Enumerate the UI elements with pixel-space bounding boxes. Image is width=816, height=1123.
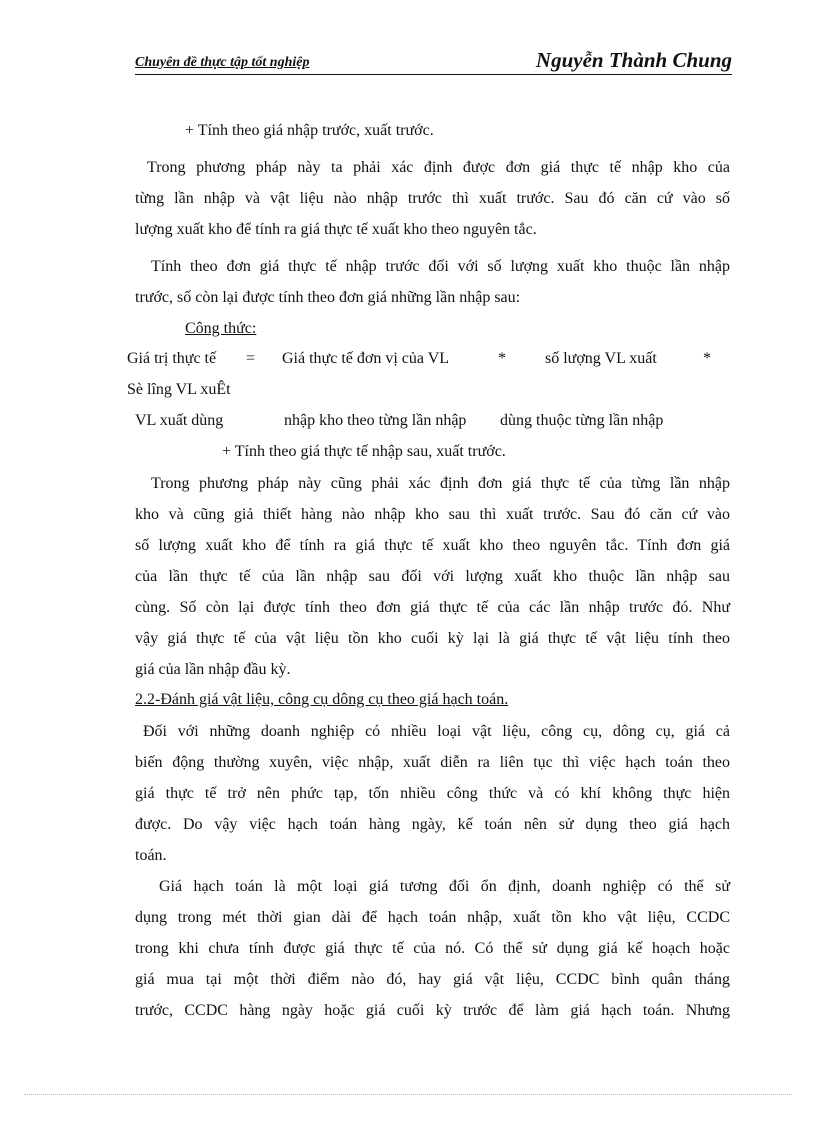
lifo-paragraph-line: kho và cũng giả thiết hàng nào nhập kho sau thì xuất trước. Sau đó căn cứ vào [135,506,730,523]
formula-unit-price: Giá thực tế đơn vị của VL [282,350,450,367]
section-paragraph-line: toán. [135,847,167,864]
formula-value-label: Giá trị thực tế [127,350,217,367]
lifo-method-title: + Tính theo giá thực tế nhập sau, xuất trước. [222,443,506,460]
formula-equals: = [246,350,256,367]
formula-per-batch-usage: dùng thuộc từng lần nhập [500,412,664,429]
formula-legacy-encoded-text: Sè lîng VL xuÊt [127,381,231,398]
formula-per-batch-receipt: nhập kho theo từng lần nhập [284,412,467,429]
section-heading: 2.2-Đánh giá vật liệu, công cụ dông cụ theo giá hạch toán. [135,691,509,708]
section-paragraph-line: trong khi chưa tính được giá thực tế của nó. Có thể sử dụng giá kế hoạch hoặc [135,940,730,957]
section-paragraph-line: biến động thường xuyên, việc nhập, xuất diễn ra liên tục thì việc hạch toán theo [135,754,730,771]
lifo-paragraph-line: giá của lần nhập đầu kỳ. [135,661,291,678]
section-paragraph-line: Đối với những doanh nghiệp có nhiều loại vật liệu, công cụ, dông cụ, giá cả [143,723,730,740]
header-author-name: Nguyễn Thành Chung [535,48,732,72]
section-paragraph-line: Giá hạch toán là một loại giá tương đối ổn định, doanh nghiệp có thể sử [159,878,730,895]
section-paragraph-line: dụng trong mét thời gian dài để hạch toán nhập, xuất tồn kho vật liệu, CCDC [135,909,730,926]
section-paragraph-line: giá mua tại một thời điểm nào đó, hay giá vật liệu, CCDC bình quân tháng [135,971,730,988]
fifo-paragraph-line: từng lần nhập và vật liệu nào nhập trước thì xuất trước. Sau đó căn cứ vào số [135,190,730,207]
formula-label: Công thức: [185,320,257,337]
fifo-paragraph-line: lượng xuất kho để tính ra giá thực tế xuất kho theo nguyên tắc. [135,221,537,238]
page-bottom-divider [24,1094,792,1095]
lifo-paragraph-line: của lần thực tế của lần nhập sau đối với lượng xuất kho thuộc lần nhập sau [135,568,730,585]
page-header [135,46,732,75]
lifo-paragraph-line: cùng. Số còn lại được tính theo đơn giá thực tế của các lần nhập trước đó. Như [135,599,730,616]
formula-material-used: VL xuất dùng [135,412,224,429]
lifo-paragraph-line: vậy giá thực tế của vật liệu tồn kho cuối kỳ lại là giá thực tế vật liệu tính theo [135,630,730,647]
formula-multiply: * [498,350,506,367]
section-paragraph-line: giá thực tế trở nên phức tạp, tốn nhiều công thức và có khí không thực hiện [135,785,730,802]
section-paragraph-line: trước, CCDC hàng ngày hoặc giá cuối kỳ trước để làm giá hạch toán. Nhưng [135,1002,730,1019]
fifo-paragraph-line: Trong phương pháp này ta phải xác định được đơn giá thực tế nhập kho của [147,159,730,176]
formula-quantity: số lượng VL xuất [545,350,657,367]
lifo-paragraph-line: số lượng xuất kho để tính ra giá thực tế xuất kho theo nguyên tắc. Tính đơn giá [135,537,730,554]
formula-multiply: * [703,350,711,367]
fifo-rule-line: Tính theo đơn giá thực tế nhập trước đối với số lượng xuất kho thuộc lần nhập [151,258,730,275]
header-report-title: Chuyên đề thực tập tốt nghiệp [135,55,310,70]
section-paragraph-line: được. Do vậy việc hạch toán hàng ngày, kế toán nên sử dụng theo giá hạch [135,816,730,833]
fifo-rule-line: trước, số còn lại được tính theo đơn giá những lần nhập sau: [135,289,521,306]
fifo-method-title: + Tính theo giá nhập trước, xuất trước. [185,122,434,139]
lifo-paragraph-line: Trong phương pháp này cũng phải xác định đơn giá thực tế của từng lần nhập [151,475,730,492]
